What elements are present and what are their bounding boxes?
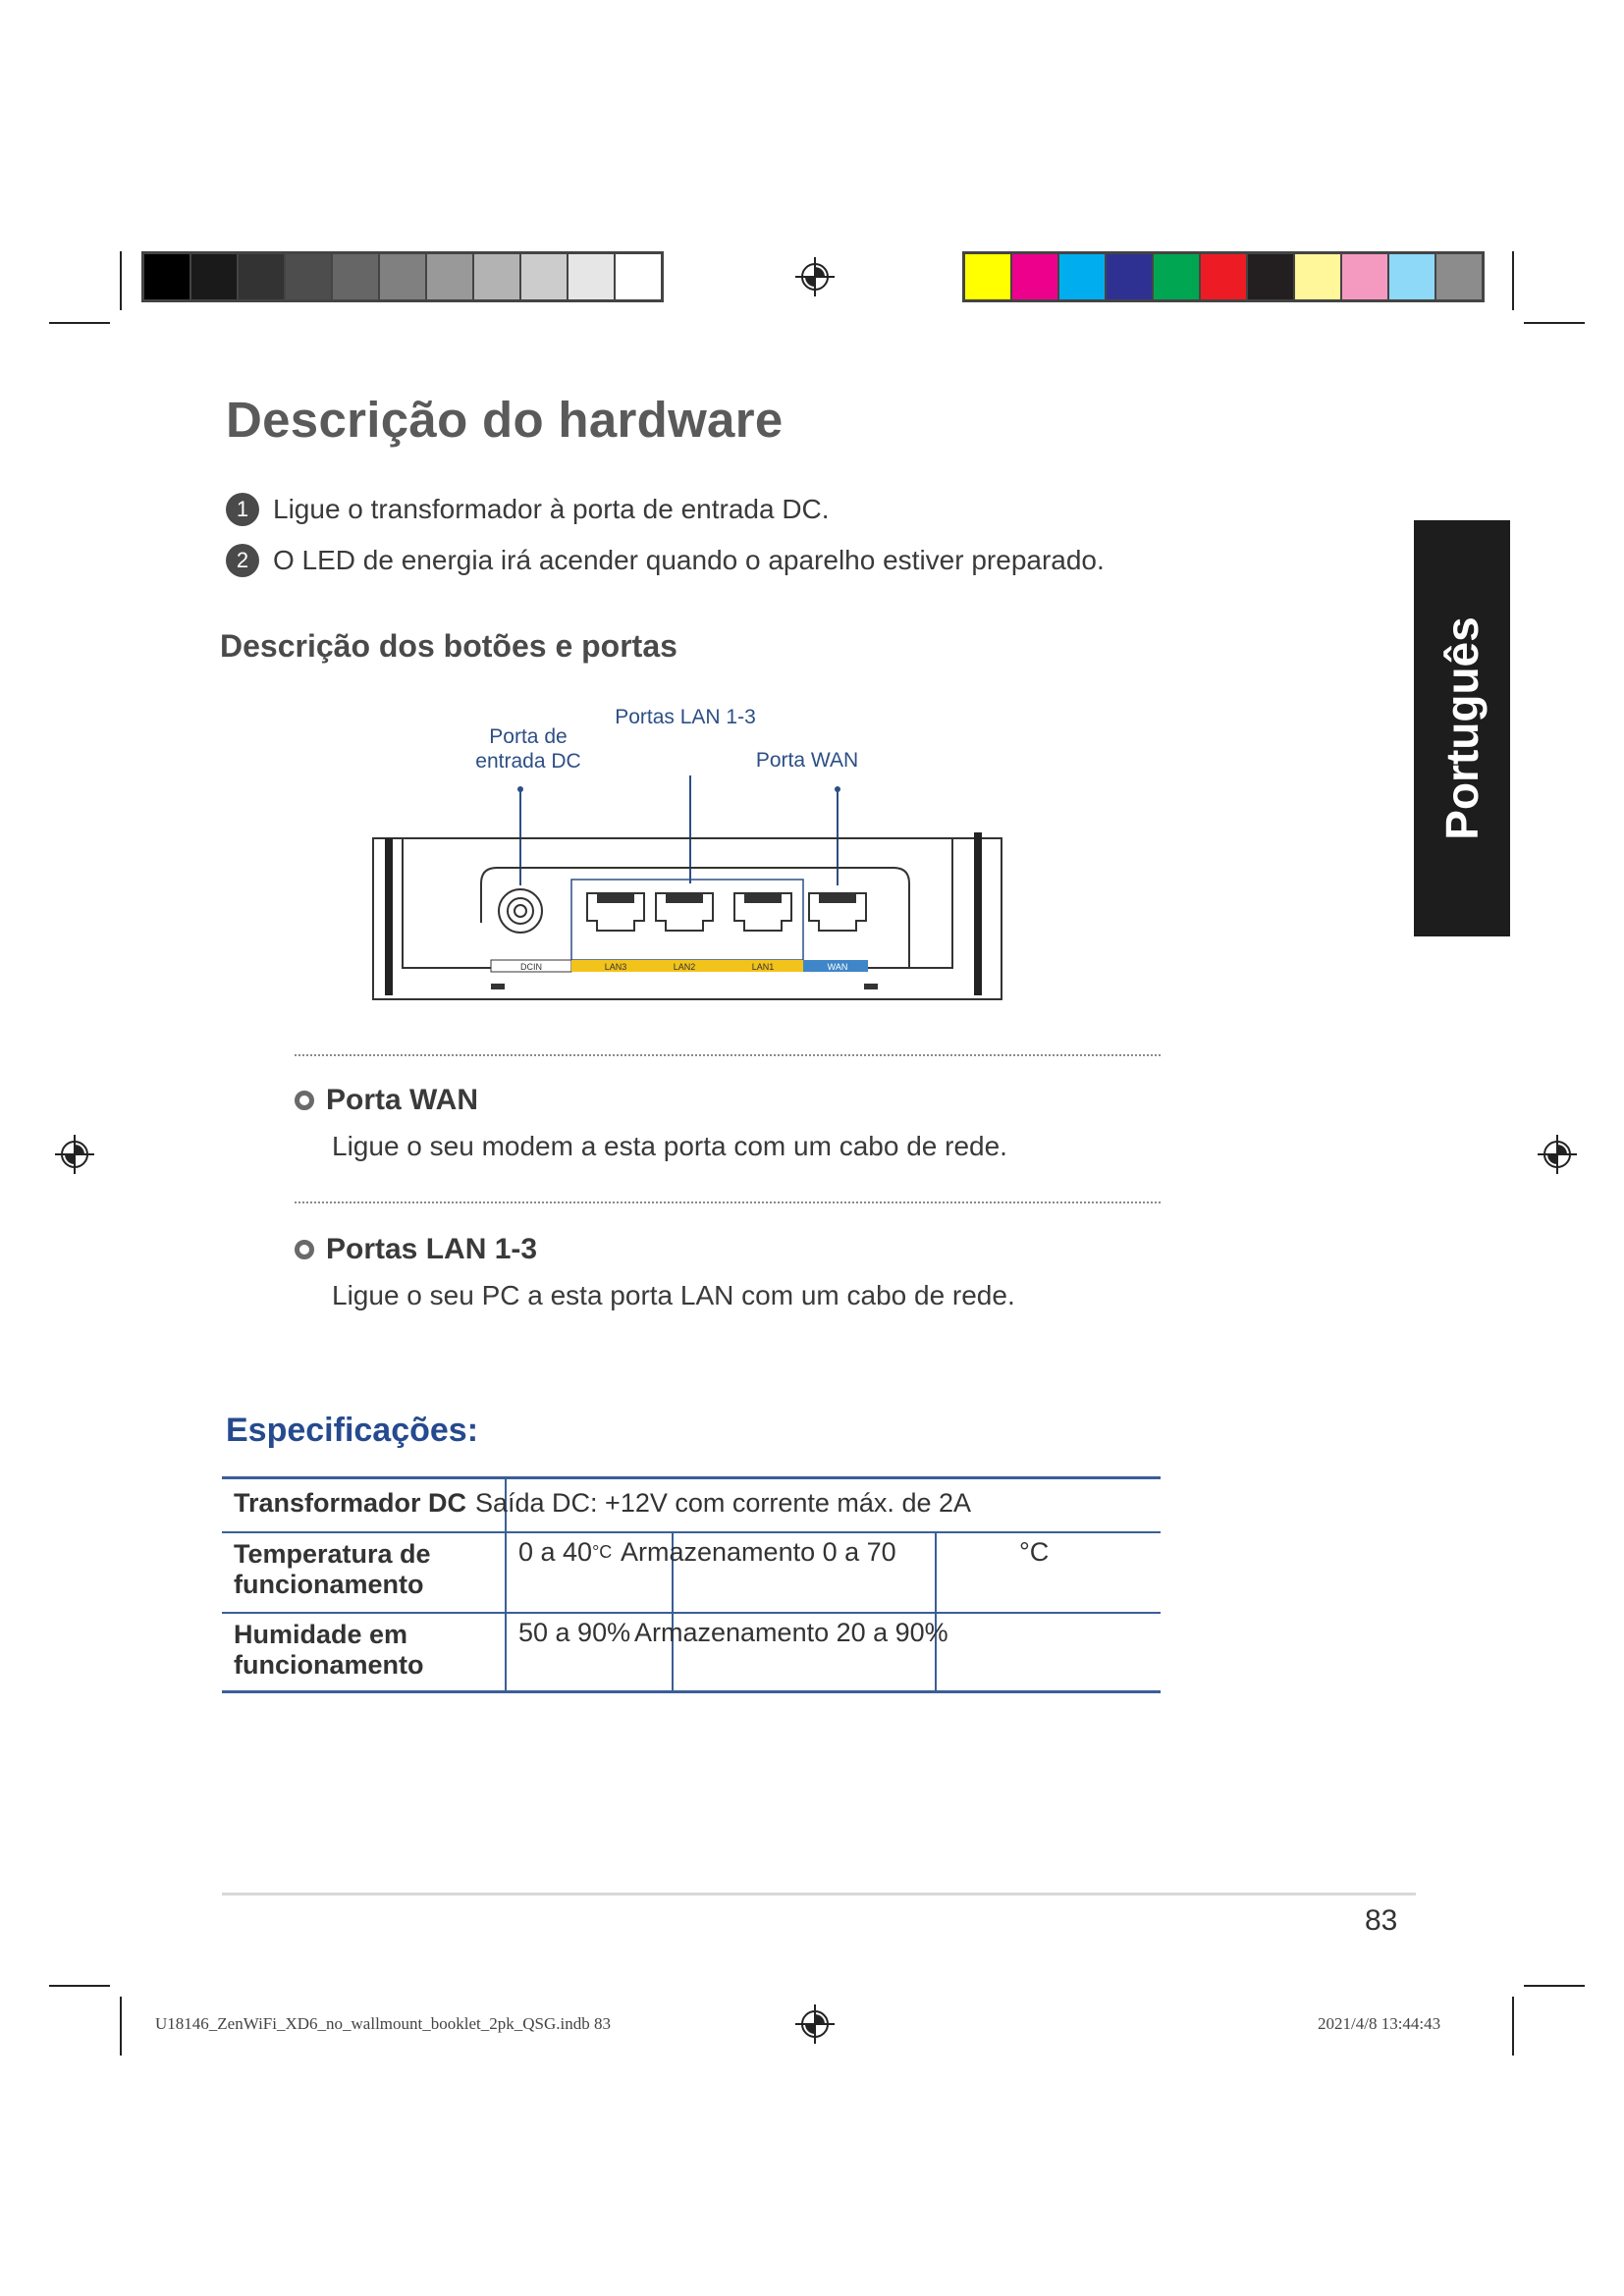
callout-label-wan-port: Porta WAN	[755, 749, 859, 772]
section-heading: Descrição dos botões e portas	[220, 628, 677, 664]
spec-value-text: 0 a 40	[518, 1537, 593, 1567]
bullet-ring-icon	[295, 1240, 314, 1259]
lan3-port	[587, 893, 644, 931]
color-swatch	[1201, 254, 1248, 299]
spec-value: Armazenamento 20 a 90%	[634, 1618, 948, 1647]
bullet-ring-icon	[295, 1091, 314, 1110]
spec-value: °C	[1019, 1537, 1050, 1567]
spec-label-line: Humidade em	[234, 1620, 408, 1649]
spec-label: Transformador DC	[234, 1488, 467, 1518]
callout-label-dc-input	[456, 724, 601, 774]
color-swatch	[1389, 254, 1436, 299]
color-swatch	[521, 254, 568, 299]
color-swatch	[965, 254, 1012, 299]
color-swatch	[1012, 254, 1059, 299]
router-housing	[373, 838, 1001, 999]
wan-port	[809, 893, 866, 931]
feature-description: Ligue o seu PC a esta porta LAN com um cabo de rede.	[332, 1280, 1015, 1310]
lan2-port	[656, 893, 713, 931]
callout-dot	[517, 786, 523, 792]
spec-label-line: Temperatura de	[234, 1539, 431, 1569]
callout-label-line: Porta de	[489, 725, 568, 748]
dcin-port-label: DCIN	[520, 962, 542, 972]
crop-mark	[1524, 1985, 1585, 1987]
router-back-panel-diagram	[363, 775, 1021, 1011]
crop-mark	[120, 251, 122, 310]
print-slug-timestamp: 2021/4/8 13:44:43	[1318, 2014, 1441, 2033]
color-swatch	[616, 254, 661, 299]
specs-table	[222, 1476, 1161, 1690]
color-swatch	[1248, 254, 1295, 299]
color-swatch	[1342, 254, 1389, 299]
callout-label-line: entrada DC	[475, 750, 581, 773]
step-text: O LED de energia irá acender quando o aparelho estiver preparado.	[273, 545, 1105, 575]
crop-mark	[49, 1985, 110, 1987]
registration-target-icon	[53, 1133, 96, 1176]
print-slug-filename: U18146_ZenWiFi_XD6_no_wallmount_booklet_2pk_QSG.indb 83	[155, 2014, 611, 2033]
feature-title: Portas LAN 1-3	[326, 1233, 538, 1265]
lan-group-frame	[571, 880, 803, 960]
color-swatch	[1295, 254, 1342, 299]
crop-mark	[1524, 322, 1585, 324]
language-tab	[1414, 520, 1510, 936]
page-number: 83	[1365, 1904, 1398, 1937]
color-swatch	[1059, 254, 1107, 299]
language-tab-label: Português	[1436, 616, 1488, 840]
color-swatch	[191, 254, 239, 299]
divider	[295, 1201, 1161, 1203]
callout-dot	[835, 786, 840, 792]
color-swatch	[380, 254, 427, 299]
spec-value-text: Saída DC: +12V com corrente máx. de 2A	[475, 1488, 971, 1518]
router-left-foot	[385, 838, 393, 995]
registration-target-icon	[793, 2002, 837, 2046]
lan1-port	[734, 893, 791, 931]
color-swatch	[1107, 254, 1154, 299]
spec-label	[234, 1539, 431, 1600]
crop-mark	[120, 1997, 122, 2056]
color-swatch	[333, 254, 380, 299]
crop-mark	[1512, 251, 1514, 310]
callout-label-lan-ports: Portas LAN 1-3	[615, 706, 756, 728]
table-rule	[222, 1612, 1161, 1614]
spec-label-line: funcionamento	[234, 1570, 424, 1599]
table-rule	[222, 1476, 1161, 1479]
dc-jack	[499, 889, 542, 933]
divider	[295, 1054, 1161, 1056]
port-panel-outline	[481, 868, 909, 968]
lan3-port-label: LAN3	[604, 962, 627, 972]
router-right-foot	[974, 832, 982, 995]
feature-heading-wan	[295, 1084, 478, 1117]
table-rule	[222, 1690, 1161, 1693]
spec-value: Armazenamento 0 a 70	[621, 1537, 896, 1567]
spec-label-line: funcionamento	[234, 1650, 424, 1680]
color-swatch	[286, 254, 333, 299]
feature-description: Ligue o seu modem a esta porta com um cabo de rede.	[332, 1131, 1007, 1161]
unit-text: °C	[592, 1542, 613, 1562]
registration-target-icon	[1536, 1133, 1579, 1176]
process-color-bar	[962, 251, 1485, 302]
color-swatch	[1154, 254, 1201, 299]
step-number-badge: 1	[226, 493, 259, 526]
color-swatch	[1436, 254, 1482, 299]
table-rule	[222, 1531, 1161, 1533]
step-text: Ligue o transformador à porta de entrada DC.	[273, 494, 830, 524]
color-swatch	[427, 254, 474, 299]
page-title: Descrição do hardware	[226, 392, 784, 448]
color-swatch	[568, 254, 616, 299]
wan-port-label: WAN	[827, 962, 848, 972]
footer-rule	[222, 1893, 1416, 1896]
crop-mark	[1512, 1997, 1514, 2056]
specs-title: Especificações:	[226, 1412, 479, 1449]
spec-value: 50 a 90%	[518, 1618, 631, 1647]
spec-value	[475, 1488, 971, 1519]
step-1	[226, 493, 830, 526]
feature-heading-lan	[295, 1233, 537, 1266]
spec-label	[234, 1620, 424, 1681]
registration-target-icon	[793, 255, 837, 298]
feature-title: Porta WAN	[326, 1084, 479, 1116]
lan1-port-label: LAN1	[751, 962, 775, 972]
color-swatch	[474, 254, 521, 299]
grayscale-color-bar	[141, 251, 664, 302]
step-2	[226, 544, 1105, 577]
color-swatch	[239, 254, 286, 299]
table-column-rule	[935, 1531, 937, 1692]
step-number-badge: 2	[226, 544, 259, 577]
crop-mark	[49, 322, 110, 324]
color-swatch	[144, 254, 191, 299]
lan2-port-label: LAN2	[673, 962, 696, 972]
spec-value	[518, 1537, 612, 1568]
